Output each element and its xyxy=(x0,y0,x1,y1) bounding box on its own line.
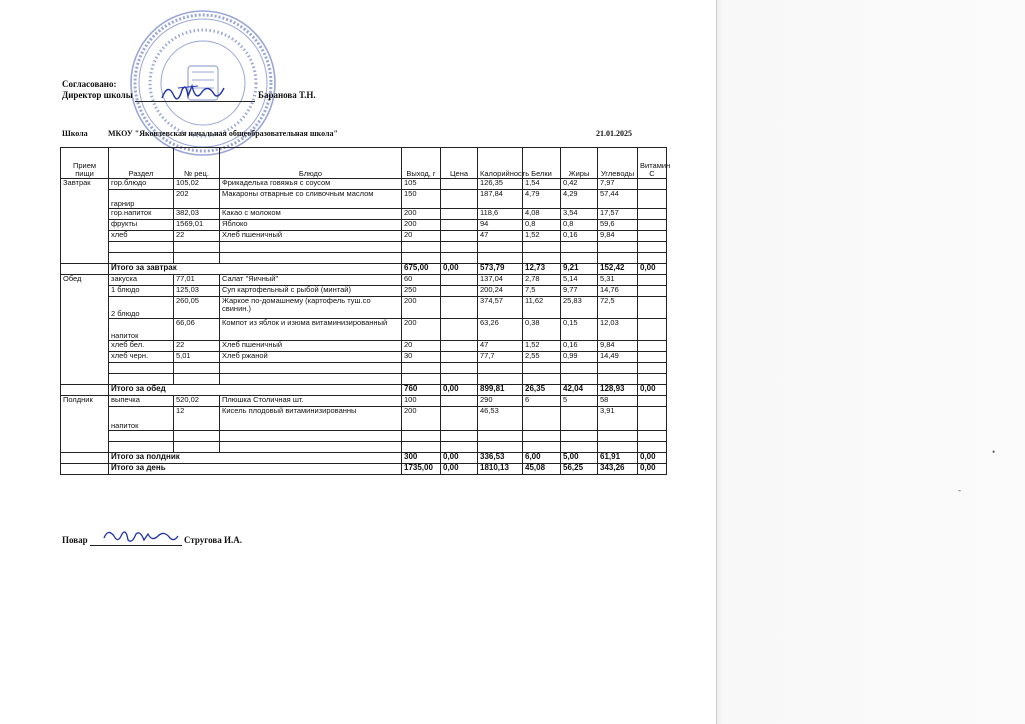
total-price: 0,00 xyxy=(441,464,478,475)
cell-kcal: 47 xyxy=(478,341,523,352)
cell-price xyxy=(441,407,478,431)
cell-carbs: 72,5 xyxy=(598,297,638,319)
cell-vitc xyxy=(638,352,667,363)
cell-kcal: 118,6 xyxy=(478,209,523,220)
table-row xyxy=(61,297,667,319)
cell-fat: 0,99 xyxy=(561,352,598,363)
cell-price xyxy=(441,231,478,242)
page-edge-shadow xyxy=(716,0,1025,724)
total-vitc: 0,00 xyxy=(638,464,667,475)
cell-recipe: 1569,01 xyxy=(174,220,220,231)
cell-dish: Жаркое по-домашнему (картофель туш.со свинин.) xyxy=(220,297,402,319)
cell-fat: 5 xyxy=(561,396,598,407)
cell-protein: 6 xyxy=(523,396,561,407)
cell-recipe: 202 xyxy=(174,190,220,209)
cell-kcal: 47 xyxy=(478,231,523,242)
cell-dish: Хлеб пшеничный xyxy=(220,341,402,352)
cell-recipe: 105,02 xyxy=(174,179,220,190)
cell-section: хлеб xyxy=(109,231,174,242)
cell-section: гор.напиток xyxy=(109,209,174,220)
cell-price xyxy=(441,352,478,363)
cell-carbs: 3,91 xyxy=(598,407,638,431)
cell-fat: 0,16 xyxy=(561,341,598,352)
scan-speck: - xyxy=(958,485,961,495)
cell-portion: 200 xyxy=(402,319,441,341)
table-row xyxy=(61,179,667,190)
cell-vitc xyxy=(638,231,667,242)
table-row xyxy=(61,407,667,431)
cell-protein: 0,38 xyxy=(523,319,561,341)
menu-date: 21.01.2025 xyxy=(596,129,632,138)
col-header: Витамин С xyxy=(638,148,667,179)
cell-section: напиток xyxy=(109,319,174,341)
cell-kcal: 374,57 xyxy=(478,297,523,319)
cell-vitc xyxy=(638,209,667,220)
table-row-empty xyxy=(61,431,667,442)
cell-portion: 200 xyxy=(402,209,441,220)
day-total-row xyxy=(61,464,667,475)
breakfast-total-row xyxy=(61,264,667,275)
cell-section: хлеб черн. xyxy=(109,352,174,363)
total-fat: 56,25 xyxy=(561,464,598,475)
cell-price xyxy=(441,396,478,407)
col-header: Прием пищи xyxy=(61,148,109,179)
col-header: № рец. xyxy=(174,148,220,179)
table-row xyxy=(61,319,667,341)
cell-price xyxy=(441,297,478,319)
cell-portion: 150 xyxy=(402,190,441,209)
cell-kcal: 46,53 xyxy=(478,407,523,431)
cell-fat: 0,16 xyxy=(561,231,598,242)
cell-dish: Кисель плодовый витаминизированны xyxy=(220,407,402,431)
cell-recipe: 77,01 xyxy=(174,275,220,286)
total-portion: 1735,00 xyxy=(402,464,441,475)
table-row xyxy=(61,275,667,286)
meal-name: Обед xyxy=(61,275,109,385)
cell-dish: Компот из яблок и изюма витаминизированный xyxy=(220,319,402,341)
cell-kcal: 94 xyxy=(478,220,523,231)
col-header: Углеводы xyxy=(598,148,638,179)
cell-dish: Хлеб ржаной xyxy=(220,352,402,363)
cell-fat: 0,8 xyxy=(561,220,598,231)
total-price: 0,00 xyxy=(441,264,478,275)
col-header: Выход, г xyxy=(402,148,441,179)
cell-portion: 250 xyxy=(402,286,441,297)
total-kcal: 899,81 xyxy=(478,385,523,396)
cell-carbs: 9,84 xyxy=(598,341,638,352)
cell-vitc xyxy=(638,341,667,352)
total-carbs: 128,93 xyxy=(598,385,638,396)
cell-protein: 2,55 xyxy=(523,352,561,363)
cell-carbs: 14,76 xyxy=(598,286,638,297)
total-protein: 26,35 xyxy=(523,385,561,396)
cell-recipe: 520,02 xyxy=(174,396,220,407)
cell-fat: 9,77 xyxy=(561,286,598,297)
total-label: Итого за обед xyxy=(109,385,402,396)
cell-fat: 25,83 xyxy=(561,297,598,319)
cook-label: Повар xyxy=(62,535,88,545)
cell-vitc xyxy=(638,396,667,407)
school-label: Школа xyxy=(62,129,88,138)
total-vitc: 0,00 xyxy=(638,453,667,464)
col-header: Раздел xyxy=(109,148,174,179)
cell-dish: Какао с молоком xyxy=(220,209,402,220)
cell-kcal: 126,35 xyxy=(478,179,523,190)
total-protein: 6,00 xyxy=(523,453,561,464)
cell-section: выпечка xyxy=(109,396,174,407)
total-carbs: 343,26 xyxy=(598,464,638,475)
cell-portion: 20 xyxy=(402,341,441,352)
cell-price xyxy=(441,209,478,220)
snack-total-row xyxy=(61,453,667,464)
table-row-empty xyxy=(61,253,667,264)
col-header: Белки xyxy=(523,148,561,179)
table-row-empty xyxy=(61,374,667,385)
cell-price xyxy=(441,220,478,231)
cell-protein: 4,79 xyxy=(523,190,561,209)
cell-carbs: 9,84 xyxy=(598,231,638,242)
col-header: Цена xyxy=(441,148,478,179)
cell-kcal: 137,04 xyxy=(478,275,523,286)
school-name: МКОУ "Яковлевская начальная общеобразовательная школа" xyxy=(108,129,338,138)
cell-kcal: 200,24 xyxy=(478,286,523,297)
table-row xyxy=(61,341,667,352)
director-signature xyxy=(158,78,228,108)
cell-section: фрукты xyxy=(109,220,174,231)
cell-portion: 20 xyxy=(402,231,441,242)
cell-fat: 0,42 xyxy=(561,179,598,190)
table-row xyxy=(61,190,667,209)
cell-fat xyxy=(561,407,598,431)
total-fat: 5,00 xyxy=(561,453,598,464)
cell-carbs: 58 xyxy=(598,396,638,407)
director-name: Баранова Т.Н. xyxy=(258,90,316,100)
cell-section: 2 блюдо xyxy=(109,297,174,319)
cell-kcal: 187,84 xyxy=(478,190,523,209)
total-portion: 675,00 xyxy=(402,264,441,275)
cell-protein: 1,52 xyxy=(523,341,561,352)
cell-vitc xyxy=(638,275,667,286)
cell-recipe: 22 xyxy=(174,231,220,242)
cell-dish: Плюшка Столичная шт. xyxy=(220,396,402,407)
cell-portion: 200 xyxy=(402,407,441,431)
cell-portion: 100 xyxy=(402,396,441,407)
col-header: Калорийность xyxy=(478,148,523,179)
total-carbs: 61,91 xyxy=(598,453,638,464)
total-portion: 760 xyxy=(402,385,441,396)
menu-table xyxy=(60,147,671,475)
cell-vitc xyxy=(638,220,667,231)
cell-protein: 4,08 xyxy=(523,209,561,220)
cook-signature xyxy=(100,526,180,548)
table-row xyxy=(61,231,667,242)
table-header-row xyxy=(61,148,667,179)
meal-name: Завтрак xyxy=(61,179,109,264)
table-row xyxy=(61,220,667,231)
total-fat: 9,21 xyxy=(561,264,598,275)
total-carbs: 152,42 xyxy=(598,264,638,275)
cell-recipe: 260,05 xyxy=(174,297,220,319)
cell-protein xyxy=(523,407,561,431)
cell-fat: 5,14 xyxy=(561,275,598,286)
total-portion: 300 xyxy=(402,453,441,464)
cell-protein: 1,52 xyxy=(523,231,561,242)
table-row xyxy=(61,209,667,220)
cell-price xyxy=(441,319,478,341)
lunch-total-row xyxy=(61,385,667,396)
cell-recipe: 382,03 xyxy=(174,209,220,220)
cell-price xyxy=(441,275,478,286)
cell-carbs: 17,57 xyxy=(598,209,638,220)
cell-carbs: 7,97 xyxy=(598,179,638,190)
cell-recipe: 125,03 xyxy=(174,286,220,297)
cell-recipe: 5,01 xyxy=(174,352,220,363)
cell-kcal: 290 xyxy=(478,396,523,407)
cell-carbs: 57,44 xyxy=(598,190,638,209)
total-label: Итого за день xyxy=(109,464,402,475)
cell-protein: 0,8 xyxy=(523,220,561,231)
cell-vitc xyxy=(638,190,667,209)
cell-section: хлеб бел. xyxy=(109,341,174,352)
table-row xyxy=(61,352,667,363)
cell-section: гарнир xyxy=(109,190,174,209)
total-vitc: 0,00 xyxy=(638,264,667,275)
cell-vitc xyxy=(638,319,667,341)
cell-portion: 60 xyxy=(402,275,441,286)
cell-protein: 7,5 xyxy=(523,286,561,297)
cell-kcal: 63,26 xyxy=(478,319,523,341)
total-vitc: 0,00 xyxy=(638,385,667,396)
director-label: Директор школы xyxy=(62,90,133,100)
table-row-empty xyxy=(61,442,667,453)
total-kcal: 1810,13 xyxy=(478,464,523,475)
cell-price xyxy=(441,286,478,297)
cell-dish: Салат "Яичный" xyxy=(220,275,402,286)
total-price: 0,00 xyxy=(441,385,478,396)
cell-protein: 11,62 xyxy=(523,297,561,319)
cell-dish: Макароны отварные со сливочным маслом xyxy=(220,190,402,209)
cell-portion: 200 xyxy=(402,220,441,231)
cell-vitc xyxy=(638,179,667,190)
cell-kcal: 77,7 xyxy=(478,352,523,363)
total-protein: 12,73 xyxy=(523,264,561,275)
cell-dish: Яблоко xyxy=(220,220,402,231)
cell-section: закуска xyxy=(109,275,174,286)
cell-dish: Фрикаделька говяжья с соусом xyxy=(220,179,402,190)
total-price: 0,00 xyxy=(441,453,478,464)
cell-section: 1 блюдо xyxy=(109,286,174,297)
total-kcal: 336,53 xyxy=(478,453,523,464)
table-row xyxy=(61,286,667,297)
cell-vitc xyxy=(638,286,667,297)
total-protein: 45,08 xyxy=(523,464,561,475)
cell-recipe: 12 xyxy=(174,407,220,431)
cell-portion: 200 xyxy=(402,297,441,319)
cell-portion: 30 xyxy=(402,352,441,363)
cell-recipe: 22 xyxy=(174,341,220,352)
cell-price xyxy=(441,190,478,209)
cell-protein: 1,54 xyxy=(523,179,561,190)
cell-carbs: 5,31 xyxy=(598,275,638,286)
cell-price xyxy=(441,341,478,352)
cell-fat: 4,29 xyxy=(561,190,598,209)
total-fat: 42,04 xyxy=(561,385,598,396)
cell-dish: Суп картофельный с рыбой (минтай) xyxy=(220,286,402,297)
cell-portion: 105 xyxy=(402,179,441,190)
cell-protein: 2,78 xyxy=(523,275,561,286)
cell-fat: 0,15 xyxy=(561,319,598,341)
cell-fat: 3,54 xyxy=(561,209,598,220)
cell-section: напиток xyxy=(109,407,174,431)
scan-speck: • xyxy=(992,447,996,457)
col-header: Жиры xyxy=(561,148,598,179)
cell-dish: Хлеб пшеничный xyxy=(220,231,402,242)
cell-vitc xyxy=(638,407,667,431)
cell-section: гор.блюдо xyxy=(109,179,174,190)
meal-name: Полдник xyxy=(61,396,109,453)
cell-carbs: 14,49 xyxy=(598,352,638,363)
table-row-empty xyxy=(61,242,667,253)
total-kcal: 573,79 xyxy=(478,264,523,275)
cook-name: Стругова И.А. xyxy=(184,535,243,545)
col-header: Блюдо xyxy=(220,148,402,179)
cell-price xyxy=(441,179,478,190)
total-label: Итого за полдник xyxy=(109,453,402,464)
table-row xyxy=(61,396,667,407)
cell-vitc xyxy=(638,297,667,319)
cell-carbs: 12,03 xyxy=(598,319,638,341)
total-label: Итого за завтрак xyxy=(109,264,402,275)
table-row-empty xyxy=(61,363,667,374)
cell-carbs: 59,6 xyxy=(598,220,638,231)
cell-recipe: 66,06 xyxy=(174,319,220,341)
approved-label: Согласовано: xyxy=(62,79,117,89)
